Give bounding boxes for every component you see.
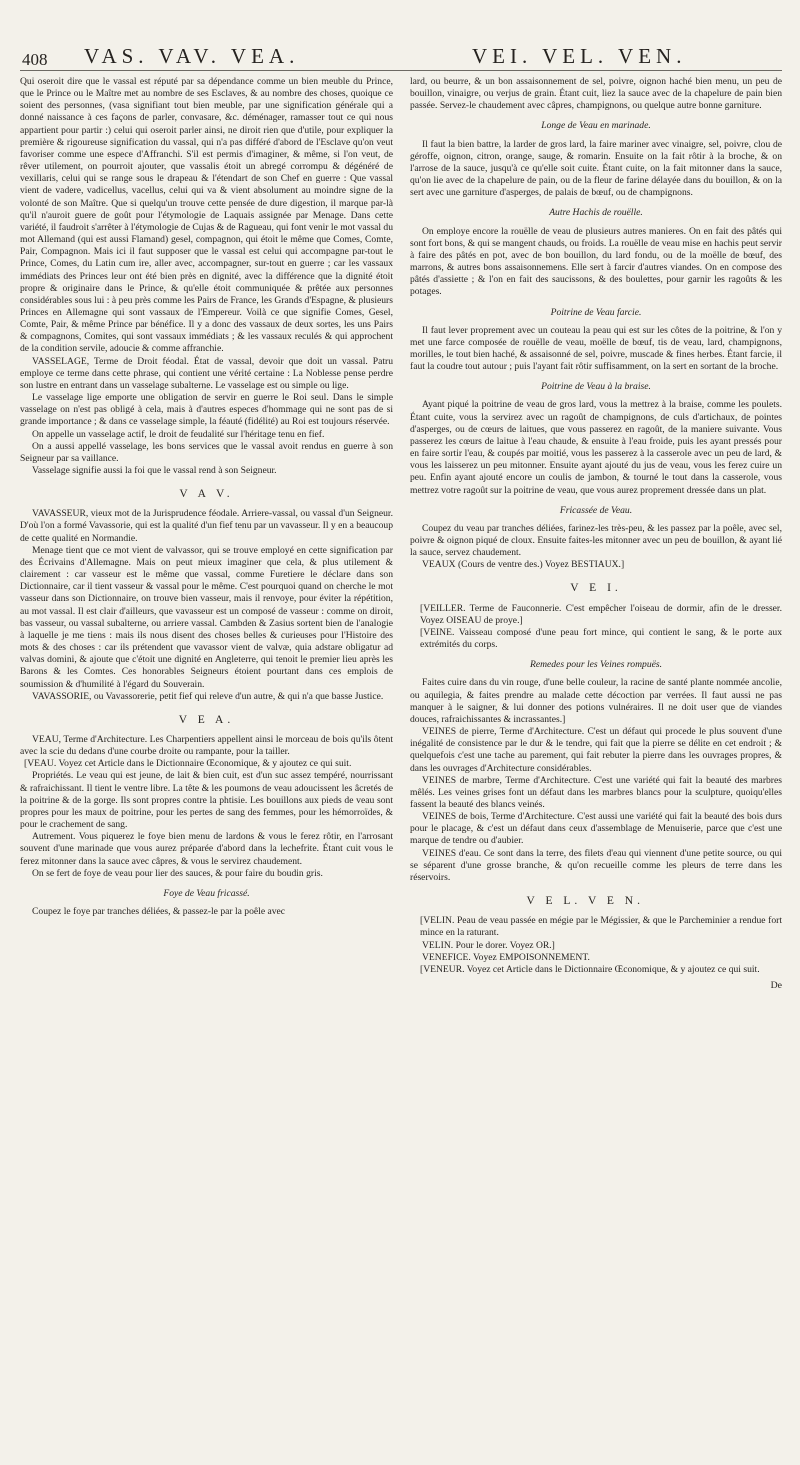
section-heading-vav: V A V.: [179, 488, 234, 501]
entry-vavasseur-menage: Menage tient que ce mot vient de valvassor, qui se trouve employé en cette signification par des Écrivains d'Allemagne. Mais on peut mieux imaginer que cela, & plus utilement & clairement : car vasseur est le même que vassal, comme Furetiere le déclare dans son Dictionnaire, car il tient vasseur & vassal pour le même. C'est pourquoi quand on cherche le mot vasseur dans son Dictionnaire, on trouve bien vasseur, mais il renvoye, pour éviter la répétition, au mot vassal. Il est clair d'ailleurs, que vavasseur est un composé de vasseur : comme on diroit, bas vasseur, ou vassal subalterne, ou arriere vassal. Cambden & Zasius sortent bien de l'analogie à laquelle je me tiens : mais ils nous disent des choses belles & curieuses pour l'Histoire des mots & des choses : car ils prétendent que vavassor vient de valvæ, quia adstare obligatur ad valvas domini, & ajoute que c'étoit une dignité en Angleterre, qui tenoit le premier lieu après les Barons & les Comtes. Ces honorables Seigneurs étoient pourtant dans ces emplois de soumission & d'humilité à l'égard du Souverain.: [20, 544, 393, 690]
entry-vassal-continued: Qui oseroit dire que le vassal est réputé par sa dépendance comme un bien meuble du Prince, que le Prince ou le Maître met au nombre de ses Esclaves, & au nombre des choses, quoique ce soient des personnes, (vasa signifiant tout bien meuble, par une signification générale qui a donné naissance à ces façons de parler, convasare, &c. déménager, ramasser tout ce qui nous appartient pour partir :) celui qui oseroit parler ainsi, ne diroit rien que d'utile, pour expliquer la première & rigoureuse signification du vassal, qui n'a pas différé d'abord de l'Esclave qu'on veut favoriser comme une espece d'Affranchi. S'il est permis d'imaginer, & même, si l'on veut, de rêver utilement, on pourroit ajouter, que vassalis étoit un abregé corrompu & dégénéré de vexillaris, celui qui se range sous le drapeau & l'étendart de son Chef en guerre : Que vassal vient de vadere, vadicellus, vacellus, celui qui va & vient absolument au moindre signe de la volonté de son Maître. Que si quelqu'un trouve cette pensée de dure digestion, il marque par-là qu'il n'auroit guere de goût pour l'étymologie de Laquais assignée par Menage. Dans cette variété, il faudroit s'arrêter à l'étymologie de Cujas & de Ragueau, qui font venir le mot vassal du mot Allemand (qui est aussi Flamand) gesel, compagnon, qui étoit le même que Comes, Comte, Pair, Compagnon. Mais ici il faut supposer que le vassal est celui qui accompagne par-tout le Prince, Comes, du Latin cum ire, aller avec, accompagner, sur-tout en guerre ; car les vassaux immédiats des Princes leur ont été bien près en dignité, avec la différence que la dignité étoit propre & originaire dans le Prince, & qu'elle étoit communiquée & prêtée aux personnes considérables sous lui : à peu près comme les Pairs de France, les Grands d'Espagne, & plusieurs Princes en Allemagne qui sont vassaux de l'Empereur. Voilà ce que signifie Comes, Gesel, Comte, Pair, & même Prince par bénéfice. Il y a donc des vassaux de deux sortes, les uns Pairs & compagnons, Comites, qui sont vassaux immédiats ; & les vassaux reculés & qui approchent de la condition servile, adoucie & comme affranchie.: [20, 76, 393, 355]
entry-foye-fricasse-continued: lard, ou beurre, & un bon assaisonnement de sel, poivre, oignon haché bien menu, un peu de bouillon, vinaigre, ou verjus de grain. Étant cuit, liez la sauce avec de la chapelure de pain bien passée. Servez-le chaudement avec câpres, champignons, ou quelque autre bonne garniture.: [410, 76, 782, 112]
entry-veneur: [VENEUR. Voyez cet Article dans le Dictionnaire Œconomique, & y ajoutez ce qui suit.: [420, 963, 760, 975]
entry-fricassee: Coupez du veau par tranches déliées, farinez-les très-peu, & les passez par la poêle, avec sel, poivre & oignon piqué de cloux. Ensuite faites-les mitonner avec un peu de bouillon, & ayant lié la sauce, servez chaudement.: [410, 522, 782, 559]
entry-poitrine-farcie: Il faut lever proprement avec un couteau la peau qui est sur les côtes de la poitrine, & l'on y met une farce composée de rouëlle de veau, moëlle de bœuf, tis de veau, lard, champignons, morilles, le tout bien haché, & assaisonné de sel, poivre, muscade & fines herbes. Étant farcie, il faut la coudre tout autour ; puis l'ayant fait rôtir suffisamment, on la sert en sortant de la broche.: [410, 324, 782, 373]
entry-hachis-rouelle: On employe encore la rouëlle de veau de plusieurs autres manieres. On en fait des pâtés qui sont fort bons, & qui se mangent chauds, ou froids. La rouëlle de veau mise en hachis peut servir à faire des pâtés en pot, avec de bon bouillon, du lard fondu, ou de la moëlle de bœuf, des marrons, & autres bons assaisonnemens. Elle sert à farcir d'autres viandes. On en compose des pâtés d'assiette ; & l'on en fait des saucissons, & des boulettes, pour garnir les ragoûts & les potages.: [410, 225, 782, 298]
right-column: [410, 76, 782, 992]
subheading-poitrine-braise: Poitrine de Veau à la braise.: [541, 381, 651, 393]
entry-poitrine-braise: Ayant piqué la poitrine de veau de gros lard, vous la mettrez à la braise, comme les poulets. Étant cuite, vous la servirez avec un ragoût de champignons, de culs d'artichaux, de pointes d'asperges, ou de cœurs de laitues, que vous passerez en ragoût, de la maniere suivante. Vous passerez les cœurs de laitue à l'eau chaude, & ensuite à l'eau froide, puis les ayant pressés pour en faire sortir l'eau, & coupés par moitié, vous les passerez à la casserole avec un peu de lard, & vous les laisserez un peu mitonner. Ensuite ayant ajouté du jus de veau, vous les ferez cuire un peu. Enfin ayant ajouté encore un coulis de jambon, & tourné le tout dans la casserole, vous mettrez votre ragoût sur la poitrine de veau, que vous aurez proprement dressée dans un plat.: [410, 399, 782, 496]
entry-vasselage: VASSELAGE, Terme de Droit féodal. État de vassal, devoir que doit un vassal. Patru employe ce terme dans cette phrase, qui contient une vérité certaine : La Noblesse pense perdre son lustre en entrant dans un vasselage subalterne. Le vasselage est ou simple ou lige.: [20, 355, 393, 391]
entry-veau-reference: [VEAU. Voyez cet Article dans le Dictionnaire Œconomique, & y ajoutez ce qui suit.: [24, 758, 352, 770]
entry-veau-architecture: VEAU, Terme d'Architecture. Les Charpentiers appellent ainsi le morceau de bois qu'ils ôtent avec la scie du dedans d'une courbe droite ou rampante, pour la tailler.: [20, 733, 393, 758]
subheading-foye-fricasse: Foye de Veau fricassé.: [163, 887, 250, 899]
entry-veines-pierre: VEINES de pierre, Terme d'Architecture. C'est un défaut qui procede le plus souvent d'une inégalité de consistence par le dur & le tendre, qui fait que la pierre se délite en cet endroit ; & quelquefois c'est une tache au parement, qui fait rebuter la pierre dans les ouvrages propres, & dans les ouvrages d'Architecture considérables.: [410, 726, 782, 774]
entry-veaux-cours: VEAUX (Cours de ventre des.) Voyez BESTIAUX.]: [422, 559, 625, 571]
header-rule: [20, 70, 782, 71]
section-heading-vel-ven: V E L. V E N.: [526, 895, 644, 908]
entry-veau-autrement: Autrement. Vous piquerez le foye bien menu de lardons & vous le ferez rôtir, en l'arrosant souvent d'une marinade que vous aurez préparée d'abord dans la lechefrite. Étant cuit vous le ferez mitonner dans la sauce avec câpres, & vous le servirez chaudement.: [20, 831, 393, 867]
entry-veines-marbre: VEINES de marbre, Terme d'Architecture. C'est une variété qui fait la beauté des marbres mêlés. Les veines grises font un défaut dans les marbres blancs pour la sculpture, quoiqu'elles fassent la beauté des blancs veinés.: [410, 774, 782, 810]
running-title-right: VEI. VEL. VEN.: [472, 44, 687, 68]
subheading-fricassee: Fricassée de Veau.: [559, 504, 633, 516]
entry-vasselage-actif: On appelle un vasselage actif, le droit de feudalité sur l'héritage tenu en fief.: [32, 428, 325, 440]
entry-vasselage-foi: Vasselage signifie aussi la foi que le vassal rend à son Seigneur.: [32, 465, 277, 476]
section-heading-vei: V E I.: [570, 582, 622, 595]
entry-foye-de-veau: On se fert de foye de veau pour lier des sauces, & pour faire du boudin gris.: [32, 867, 323, 879]
catchword: De: [770, 980, 782, 991]
page-header: [22, 44, 784, 70]
entry-veines-eau: VEINES d'eau. Ce sont dans la terre, des filets d'eau qui viennent d'une petite source, ou qui se séparent d'une grosse branche, & qu'on recueille comme les pleurs de terre dans les réservoirs.: [410, 847, 782, 883]
section-heading-vea: V E A.: [178, 713, 235, 726]
subheading-hachis-rouelle: Autre Hachis de rouëlle.: [549, 207, 643, 219]
entry-velin: [VELIN. Peau de veau passée en mégie par le Mégissier, & que le Parcheminier a rendue fort mince en la raturant.: [420, 915, 782, 939]
entry-veau-proprietes: Propriétés. Le veau qui est jeune, de lait & bien cuit, est d'un suc assez tempéré, nourrissant & rafraichissant. Il tient le ventre libre. La tête & les poumons de veau adoucissent les âcretés de la poitrine & de la gorge. Ils sont propres contre la phtisie. Les bouillons aux pieds de veau sont propres pour les maux de poitrine, pour les pertes de sang des femmes, pour les hémorroïdes, & pour le crachement de sang.: [20, 770, 393, 831]
entry-remedes-veines: Faites cuire dans du vin rouge, d'une belle couleur, la racine de santé plante nommée ancolie, ou aquilegia, & faites prendre au malade cette décoction par verrées. Il faut aussi ne pas manquer à le saigner, & lui donner des potions vulnéraires. Il ne doit user que de viandes douces, rafraichissantes & incrassantes.]: [410, 677, 782, 725]
page-number: 408: [22, 50, 48, 69]
entry-veines-bois: VEINES de bois, Terme d'Architecture. C'est aussi une variété qui fait la beauté des bois durs pour le placage, & c'est un défaut dans ceux d'assemblage de Menuiserie, parce que c'est une marque de tendre ou d'aubier.: [410, 811, 782, 847]
running-title-left: VAS. VAV. VEA.: [84, 44, 300, 68]
entry-vasselage-services: On a aussi appellé vasselage, les bons services que le vassal avoit rendus en guerre à son Seigneur par sa vaillance.: [20, 440, 393, 464]
entry-longe-marinade: Il faut la bien battre, la larder de gros lard, la faire mariner avec vinaigre, sel, poivre, clou de géroffe, oignon, citron, orange, sauge, & romarin. Ensuite on la fait rôtir à la broche, & on l'arrose de la sauce, jusqu'à ce qu'elle soit cuite. Étant cuite, on la fait mitonner dans la sauce, qu'on lie avec de la chapelure de pain, ou de la fleur de farine délayée dans du bouillon, & on la sert avec une garniture d'asperges, de palais de bœuf, ou de champignons.: [410, 138, 782, 199]
entry-velin-dorer: VELIN. Pour le dorer. Voyez OR.]: [422, 939, 555, 951]
entry-vavasseur: VAVASSEUR, vieux mot de la Jurisprudence féodale. Arriere-vassal, ou vassal d'un Seigneur. D'où l'on a formé Vavassorie, qui est la qualité d'un fief tenu par un vavasseur. Il y en a beaucoup de cette qualité en Normandie.: [20, 508, 393, 544]
entry-veiller: [VEILLER. Terme de Fauconnerie. C'est empêcher l'oiseau de dormir, afin de le dresser. Voyez OISEAU de proye.]: [420, 602, 782, 626]
subheading-longe-marinade: Longe de Veau en marinade.: [541, 120, 651, 132]
entry-vasselage-lige: Le vasselage lige emporte une obligation de servir en guerre le Roi seul. Dans le simple vasselage on n'est pas obligé à cela, mais à d'autres especes d'hommage qui ne sont pas de si grande importance ; & dans ce vasselage simple, la féauté (fidélité) au Roi est toujours réservée.: [20, 392, 393, 428]
entry-venefice: VENEFICE. Voyez EMPOISONNEMENT.: [422, 951, 590, 963]
entry-vavassorie: VAVASSORIE, ou Vavassorerie, petit fief qui releve d'un autre, & qui n'a que basse Justice.: [32, 690, 384, 702]
entry-foye-fricasse: Coupez le foye par tranches déliées, & passez-le par la poêle avec: [32, 906, 286, 917]
subheading-poitrine-farcie: Poitrine de Veau farcie.: [550, 306, 642, 318]
left-column: [20, 76, 393, 918]
subheading-remedes-veines: Remedes pour les Veines rompuës.: [529, 659, 663, 671]
entry-veine: [VEINE. Vaisseau composé d'une peau fort mince, qui contient le sang, & le porte aux extrémités du corps.: [420, 626, 782, 651]
